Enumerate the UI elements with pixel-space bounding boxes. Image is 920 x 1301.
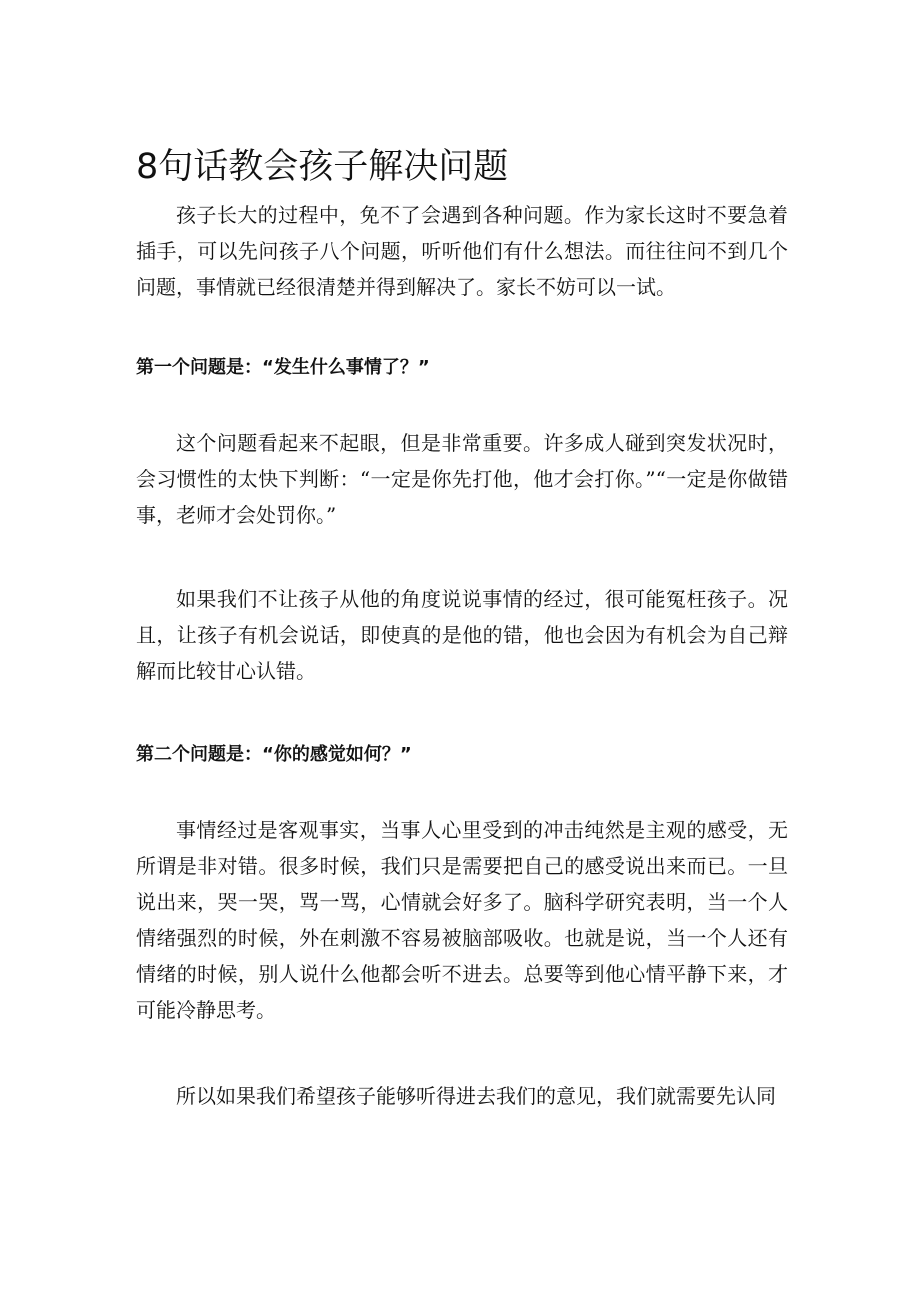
document-title: 8句话教会孩子解决问题 (136, 147, 509, 187)
section-1-paragraph-2: 如果我们不让孩子从他的角度说说事情的经过，很可能冤枉孩子。况且，让孩子有机会说话，即使真的是他的错，他也会因为有机会为自己辩解而比较甘心认错。 (136, 587, 788, 683)
intro-paragraph: 孩子长大的过程中，免不了会遇到各种问题。作为家长这时不要急着插手，可以先问孩子八个问题，听听他们有什么想法。而往往问不到几个问题，事情就已经很清楚并得到解决了。家长不妨可以一试。 (136, 203, 788, 299)
section-2-paragraph-2: 所以如果我们希望孩子能够听得进去我们的意见，我们就需要先认同 (176, 1084, 776, 1108)
section-2-paragraph-1: 事情经过是客观事实，当事人心里受到的冲击纯然是主观的感受，无所谓是非对错。很多时候，我们只是需要把自己的感受说出来而已。一旦说出来，哭一哭，骂一骂，心情就会好多了。脑科学研究表明，当一个人情绪强烈的时候，外在刺激不容易被脑部吸收。也就是说，当一个人还有情绪的时候，别人说什么他都会听不进去。总要等到他心情平静下来，才可能冷静思考。 (136, 818, 788, 1022)
section-1-paragraph-1: 这个问题看起来不起眼，但是非常重要。许多成人碰到突发状况时，会习惯性的太快下判断：“一定是你先打他，他才会打你。”“一定是你做错事，老师才会处罚你。” (136, 431, 788, 527)
section-1-heading: 第一个问题是：“发生什么事情了？” (136, 357, 430, 378)
section-2-heading: 第二个问题是：“你的感觉如何？” (136, 744, 412, 765)
